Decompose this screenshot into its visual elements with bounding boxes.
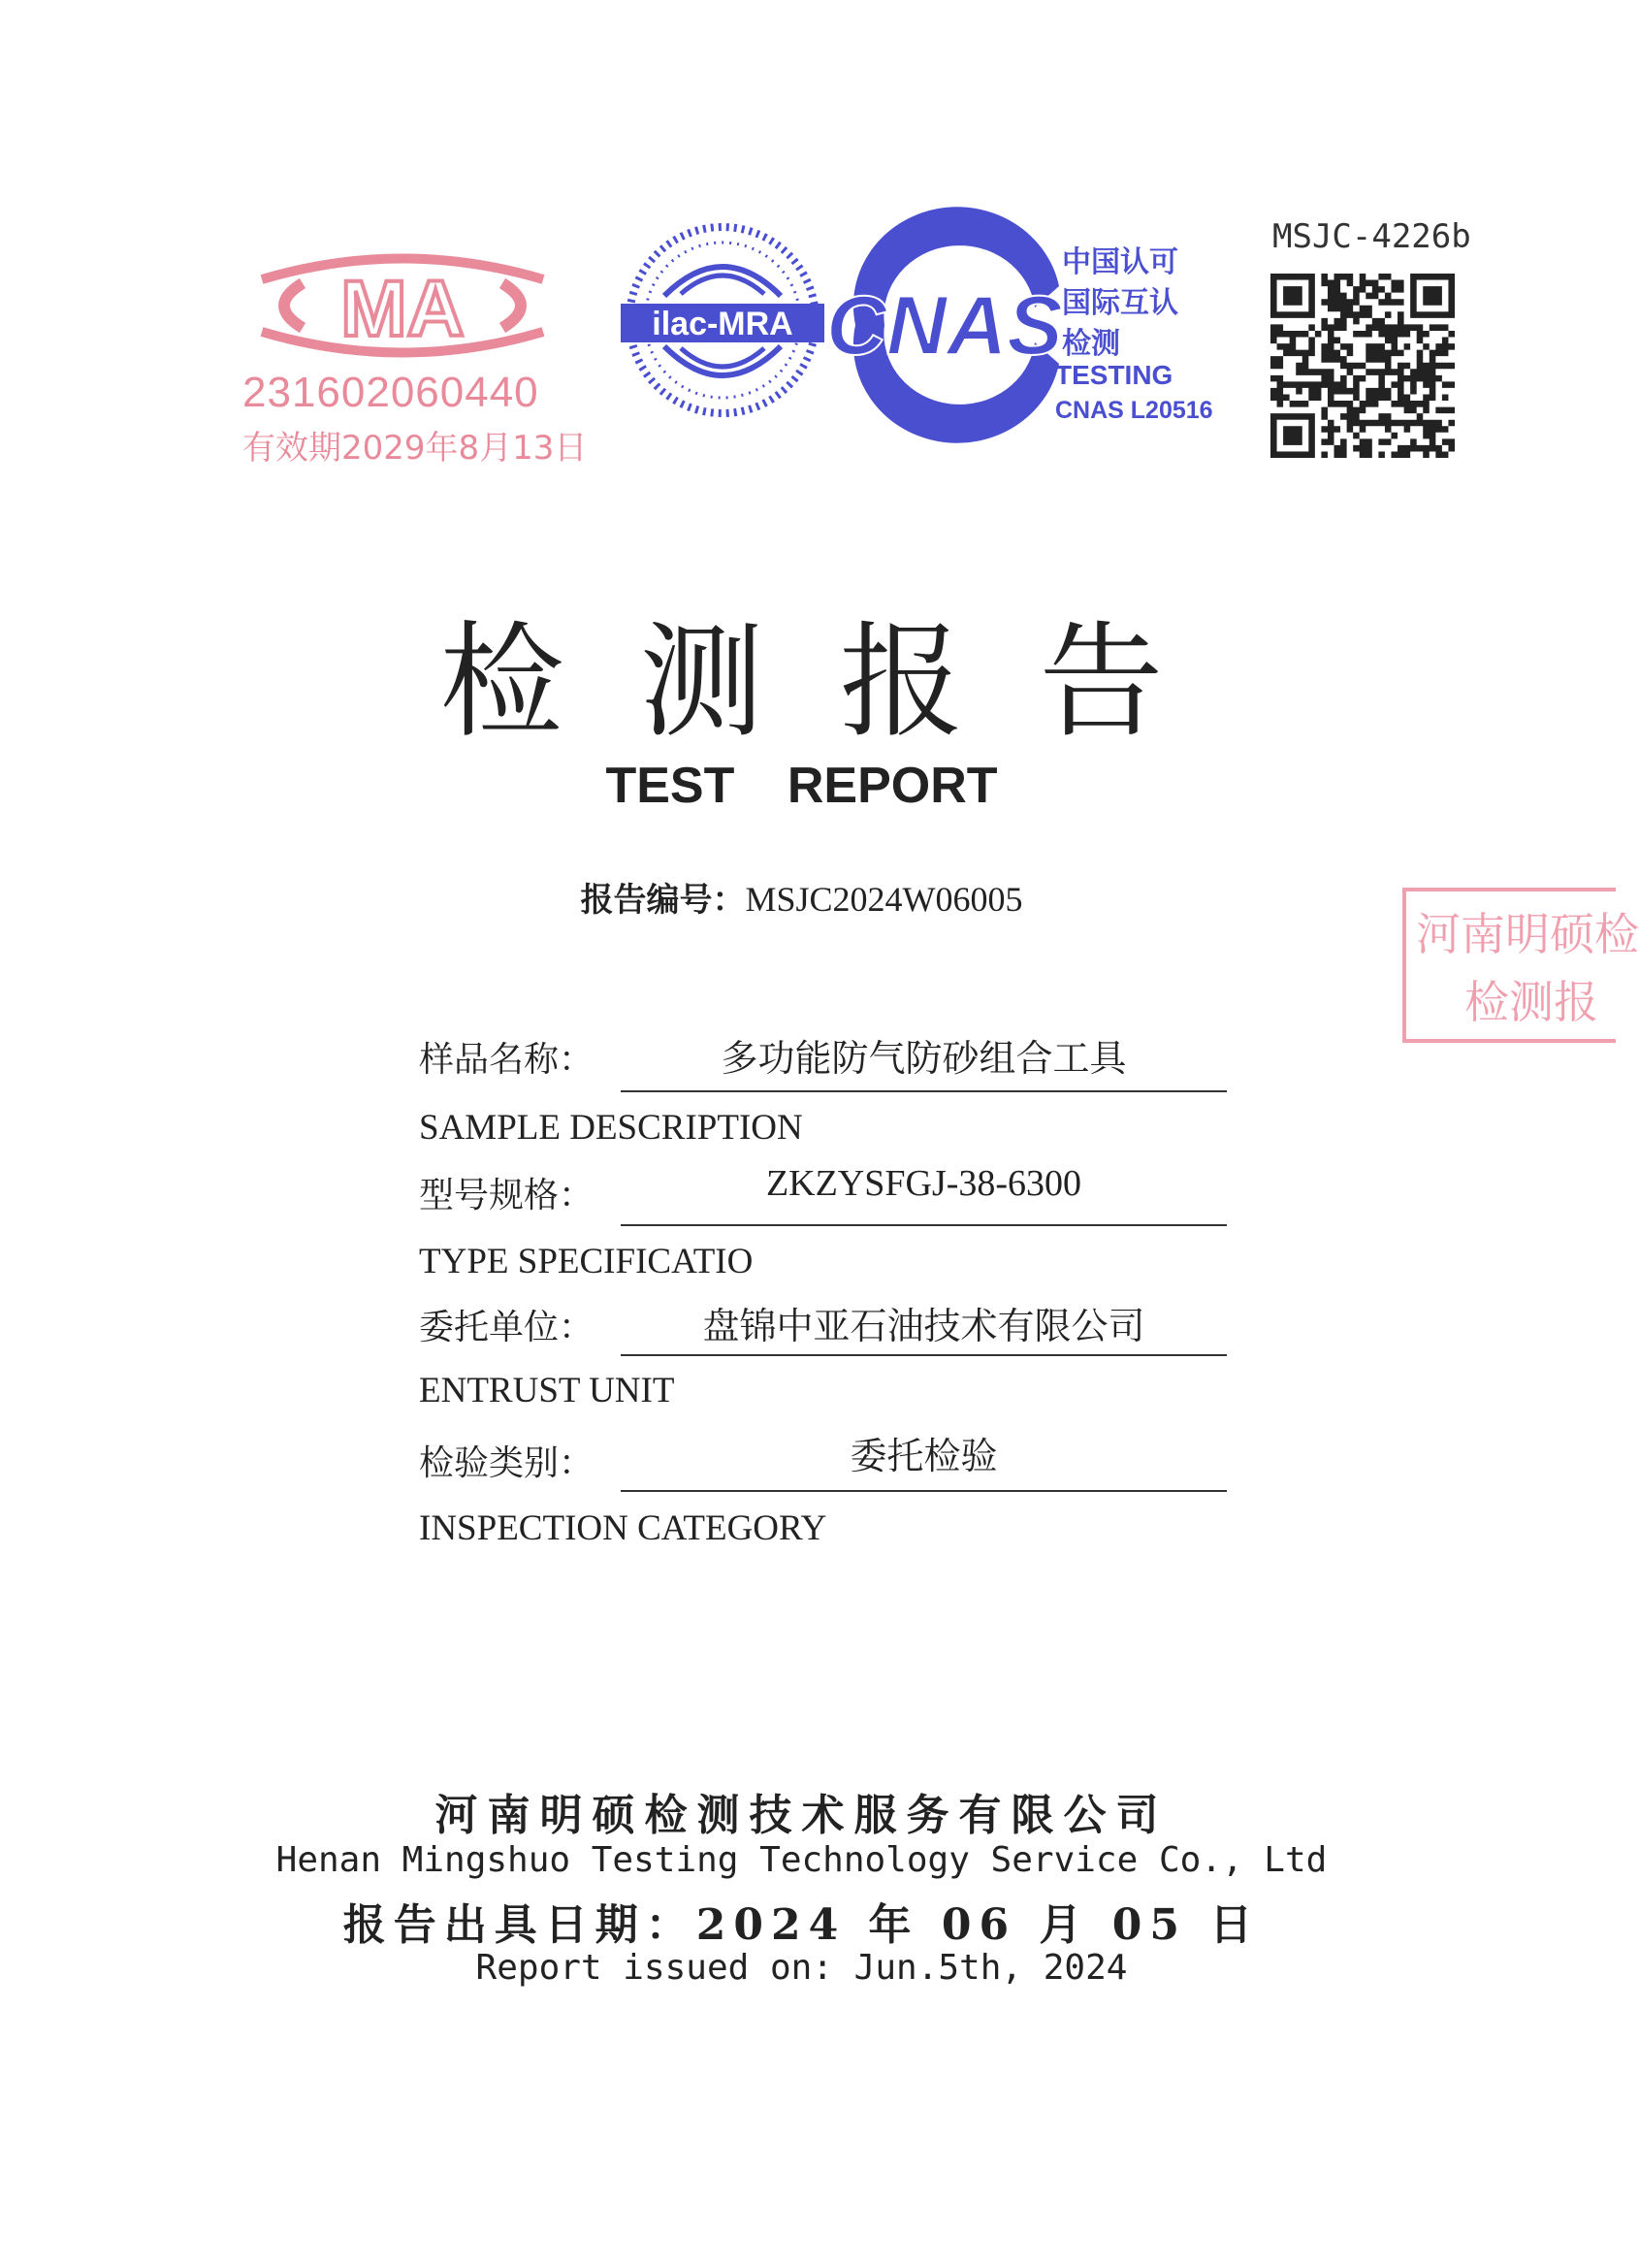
- company-name: 河南明硕检测技术服务有限公司: [434, 1791, 1169, 1840]
- cnas-line2: 国际互认: [1062, 286, 1178, 320]
- field-underline: [621, 1224, 1227, 1226]
- cma-logo-icon: [242, 243, 562, 369]
- seal-line2: 检测报: [1464, 976, 1598, 1028]
- seal-line1: 河南明硕检: [1416, 908, 1639, 960]
- field-label-en: INSPECTION CATEGORY: [419, 1508, 827, 1548]
- field-label: 样品名称：: [419, 1040, 595, 1080]
- company-name-en: Henan Mingshuo Testing Technology Service Co., Ltd: [275, 1840, 1328, 1880]
- field-underline: [621, 1354, 1227, 1356]
- cnas-line3: 检测: [1062, 327, 1120, 361]
- cma-mark: MA: [340, 265, 465, 353]
- report-number: [0, 873, 1603, 921]
- field-label: 检验类别：: [419, 1443, 595, 1483]
- ilac-mra-logo-icon: [621, 218, 824, 422]
- issue-date: 报告出具日期：2024 年 06 月 05 日: [342, 1900, 1261, 1950]
- field-underline: [621, 1090, 1227, 1092]
- cnas-logo-icon: [826, 218, 1069, 422]
- cnas-line5: CNAS L20516: [1055, 397, 1213, 424]
- page-title-en: TEST REPORT: [605, 758, 998, 814]
- cnas-logo-text: CNAS: [826, 279, 1063, 373]
- issue-date-en: Report issued on: Jun.5th, 2024: [475, 1948, 1128, 1988]
- cnas-line4: TESTING: [1055, 360, 1173, 390]
- company-seal: [1402, 888, 1639, 1043]
- field-underline: [621, 1490, 1227, 1492]
- form-code: MSJC-4226b: [1272, 217, 1471, 256]
- accreditation-marks: [621, 218, 1213, 441]
- field-label-en: SAMPLE DESCRIPTION: [419, 1108, 803, 1148]
- cma-number: 231602060440: [242, 369, 539, 416]
- field-value: 多功能防气防砂组合工具: [721, 1037, 1127, 1080]
- qr-code-icon: [1270, 274, 1464, 458]
- report-number-value: MSJC2024W06005: [745, 880, 1023, 919]
- ilac-text: ilac-MRA: [652, 306, 793, 342]
- field-label-en: TYPE SPECIFICATIO: [419, 1242, 754, 1281]
- field-value: 盘锦中亚石油技术有限公司: [702, 1305, 1145, 1347]
- field-value: ZKZYSFGJ-38-6300: [765, 1163, 1082, 1204]
- field-label: 委托单位：: [419, 1308, 595, 1347]
- field-label: 型号规格：: [419, 1176, 595, 1215]
- field-label-en: ENTRUST UNIT: [419, 1371, 675, 1410]
- cma-validity: 有效期2029年8月13日: [242, 429, 588, 468]
- cnas-line1: 中国认可: [1062, 245, 1178, 279]
- report-number-label: 报告编号：: [580, 881, 746, 920]
- cma-stamp: [242, 243, 588, 475]
- page-title: 检测报告: [439, 610, 1239, 755]
- field-value: 委托检验: [850, 1435, 998, 1477]
